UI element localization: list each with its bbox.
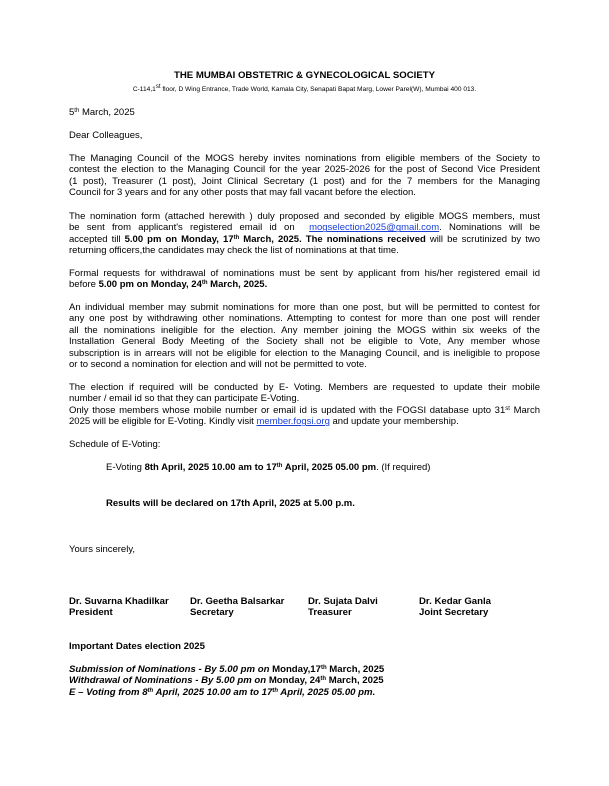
signatory-role: Secretary: [190, 607, 234, 619]
signatory-treasurer: [308, 596, 378, 619]
line-text: will be scrutinized by two: [425, 233, 540, 245]
paragraph-line: An individual member may submit nominations for more than one post, but will be permitted to contest for: [69, 302, 540, 313]
date-bold: March, 2025: [326, 675, 384, 687]
date-sup: th: [272, 687, 278, 694]
date-text: April, 2025 05.00 pm.: [278, 686, 376, 698]
paragraph-line: The nomination form (attached herewith ) duly proposed and seconded by eligible MOGS members, must: [69, 211, 540, 222]
closing: Yours sincerely,: [69, 544, 136, 555]
paragraph-line: Council for 3 years and for any other posts that may fall vacant before the election.: [69, 187, 416, 199]
date-sup: th: [320, 676, 327, 683]
paragraph-line: The Managing Council of the MOGS hereby invites nominations from eligible members of the Society to: [69, 153, 540, 164]
address-sup: st: [155, 84, 161, 90]
society-title: THE MUMBAI OBSTETRIC & GYNECOLOGICAL SOCIETY: [174, 70, 435, 81]
date-bold: Monday, 24: [268, 675, 321, 687]
signatory-role: Treasurer: [308, 607, 352, 619]
address-text-rest: floor, D Wing Entrance, Trade World, Kamala City, Senapati Bapat Marg, Lower Parel(W), Mumbai 400 013.: [160, 86, 477, 93]
paragraph-line: all the nominations ineligible for the election. Any member joining the MOGS within six weeks of the: [69, 324, 540, 336]
paragraph-eligibility: [69, 302, 540, 370]
deadline-sup: th: [233, 234, 240, 241]
deadline-bold: 5.00 pm on Monday, 17: [124, 233, 234, 245]
date-bold: Monday,17: [272, 664, 321, 675]
evoting-schedule: [106, 462, 546, 473]
line-text: be sent from applicant's registered email id on: [69, 222, 295, 234]
salutation: Dear Colleagues,: [69, 130, 143, 141]
important-dates-list: [69, 664, 384, 698]
signatory-name: Dr. Suvarna Khadilkar: [69, 596, 169, 607]
nomination-email-link[interactable]: mogselection2025@gmail.com: [309, 222, 440, 234]
evoting-sup: th: [276, 463, 283, 469]
line-text: before: [69, 279, 99, 291]
signatory-role: President: [69, 607, 113, 619]
paragraph-withdrawal: [69, 268, 540, 291]
date-bold: March, 2025: [326, 664, 385, 675]
date-sup: th: [147, 687, 154, 694]
paragraph-line: returning officers,the candidates may check the list of nominations at that time.: [69, 245, 399, 257]
fogsi-member-link[interactable]: member.fogsi.org: [256, 416, 330, 428]
paragraph-invitation: [69, 153, 540, 199]
paragraph-line: or to second a nomination for election and will not be permitted to vote.: [69, 358, 367, 370]
date-sup: th: [74, 108, 80, 114]
signatory-joint-secretary: [419, 596, 491, 619]
evoting-bold: 8th April, 2025 10.00 am to 17: [144, 462, 277, 473]
date-text: Submission of Nominations - By 5.00 pm on: [69, 664, 273, 675]
paragraph-line: number / email id so that they can participate E-Voting.: [69, 393, 300, 405]
signatory-role: Joint Secretary: [419, 607, 489, 619]
schedule-heading: Schedule of E-Voting:: [69, 439, 161, 450]
paragraph-evoting: [69, 382, 540, 428]
date-text: Withdrawal of Nominations - By 5.00 pm on: [69, 675, 269, 687]
results-statement: Results will be declared on 17th April, 2025 at 5.00 p.m.: [106, 498, 355, 509]
line-text: March: [509, 404, 540, 416]
paragraph-line: Formal requests for withdrawal of nominations must be sent by applicant from his/her registered email id: [69, 268, 540, 279]
paragraph-nomination-form: [69, 211, 540, 257]
signatory-president: [69, 596, 169, 619]
paragraph-line: (1 post), Treasurer (1 post), Joint Clinical Secretary (1 post) and for the 7 members for the Managing: [69, 175, 540, 187]
date-text: E – Voting from 8: [69, 686, 148, 698]
line-text: and update your membership.: [329, 416, 459, 428]
paragraph-line: subscription is in arrears will not be eligible for election to the Managing Council, and is ineligible to propose: [69, 347, 540, 359]
date-rest: March, 2025: [79, 107, 135, 118]
evoting-text: . (If required): [376, 462, 431, 473]
withdrawal-deadline-bold: 5.00 pm on Monday, 24: [98, 279, 202, 291]
important-dates-heading: Important Dates election 2025: [69, 641, 205, 652]
evoting-bold: April, 2025 05.00 pm: [282, 462, 377, 473]
signatory-name: Dr. Geetha Balsarkar: [190, 596, 285, 607]
line-text: . Nominations will be: [439, 222, 541, 234]
line-sup: st: [505, 405, 510, 412]
signatory-name: Dr. Kedar Ganla: [419, 596, 491, 607]
evoting-text: E-Voting: [106, 462, 145, 473]
paragraph-line: [69, 222, 540, 233]
society-address: [0, 86, 609, 93]
important-date-evoting: [69, 687, 384, 698]
paragraph-line: Installation General Body Meeting of the Society shall not be eligible to Vote, Any member whose: [69, 336, 540, 348]
date-day: 5: [69, 107, 75, 118]
paragraph-line: [69, 234, 540, 245]
paragraph-line: contest the election to the Managing Council for the year 2025-2026 for the post of Second Vice President: [69, 164, 540, 176]
line-text: Only those members whose mobile number or email id is updated with the FOGSI database upto 31: [69, 404, 506, 416]
address-text: C-114,1: [132, 86, 156, 93]
paragraph-line: [69, 416, 540, 427]
letter-date: [69, 107, 540, 118]
deadline-bold: March, 2025. The nominations received: [239, 233, 426, 245]
signatory-secretary: [190, 596, 284, 619]
line-text: 2025 will be eligible for E-Voting. Kindly visit: [69, 416, 257, 428]
withdrawal-sup: th: [201, 280, 208, 287]
paragraph-line: any one post by withdrawing other nominations. Attempting to contest for more than one post will render: [69, 313, 540, 325]
date-text: April, 2025 10.00 am to 17: [153, 686, 273, 698]
paragraph-line: [69, 279, 540, 290]
line-text: accepted till: [69, 233, 125, 245]
date-sup: th: [320, 665, 327, 671]
paragraph-line: [69, 405, 540, 416]
important-date-withdrawal: [69, 675, 384, 686]
signatory-name: Dr. Sujata Dalvi: [308, 596, 378, 607]
important-date-submission: [69, 664, 384, 675]
paragraph-line: The election if required will be conducted by E- Voting. Members are requested to update their mobile: [69, 382, 540, 393]
withdrawal-deadline-bold: March, 2025.: [207, 279, 268, 291]
